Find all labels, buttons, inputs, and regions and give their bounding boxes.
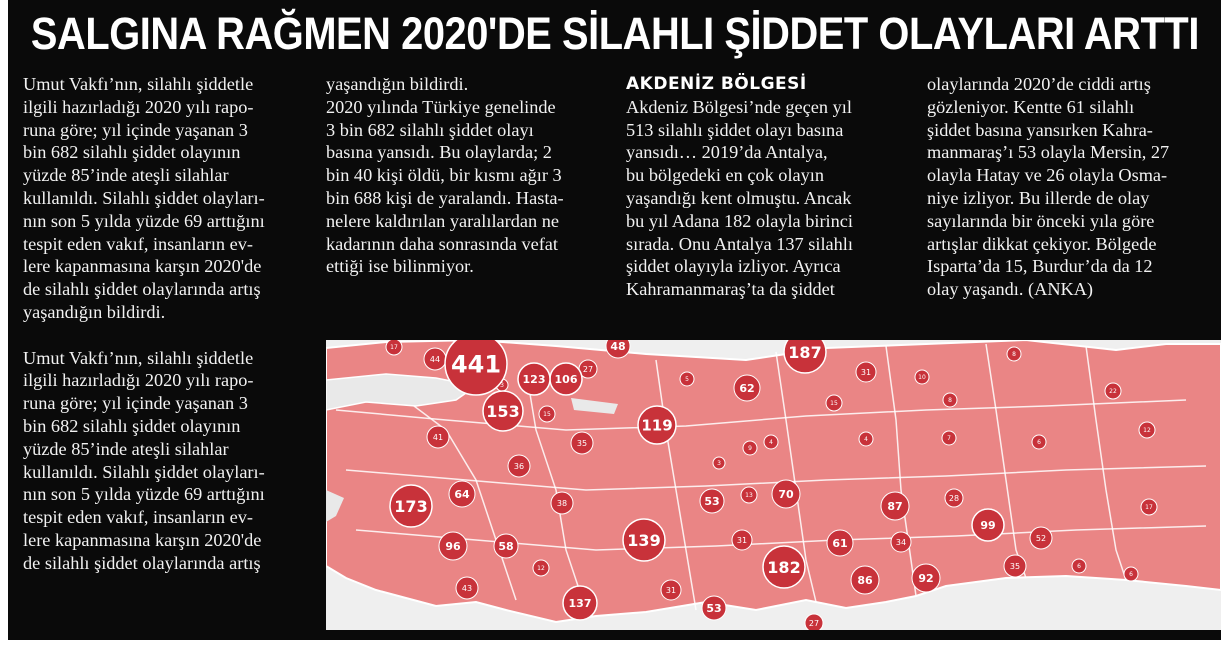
paragraph-line: Umut Vakfı’nın, silahlı şiddetle bbox=[23, 74, 254, 94]
paragraph-line: Kahramanmaraş’ta da şiddet bbox=[626, 279, 835, 300]
turkey-incident-map bbox=[326, 340, 1221, 630]
incident-count-label: 87 bbox=[887, 499, 903, 513]
incident-count-label: 92 bbox=[918, 571, 934, 585]
paragraph-line: yaşandığı kent olmuştu. Ancak bbox=[626, 187, 852, 208]
paragraph-line: nelere kaldırılan yaralılardan ne bbox=[326, 210, 559, 231]
paragraph-line: nın son 5 yılda yüzde 69 arttığını bbox=[23, 484, 265, 505]
incident-count-label: 61 bbox=[832, 536, 848, 550]
incident-count-label: 123 bbox=[522, 372, 546, 386]
incident-count-label: 41 bbox=[432, 432, 444, 442]
paragraph-line: niye izliyor. Bu illerde de olay bbox=[927, 187, 1150, 208]
paragraph-line: 3 bin 682 silahlı şiddet olayı bbox=[326, 119, 534, 140]
paragraph-gap bbox=[23, 324, 265, 347]
map-graphic bbox=[326, 340, 1221, 630]
incident-count-label: 119 bbox=[641, 416, 673, 435]
paragraph-line: kullanıldı. Silahlı şiddet olayları- bbox=[23, 187, 265, 208]
incident-count-label: 31 bbox=[736, 535, 748, 545]
paragraph-line: yaşandığın bildirdi. bbox=[326, 74, 469, 94]
headline: SALGINA RAĞMEN 2020'DE SİLAHLI ŞİDDET OLAYLARI ARTTI bbox=[30, 8, 1199, 59]
paragraph-line: tespit eden vakıf, insanların ev- bbox=[23, 507, 253, 528]
paragraph-line: şiddet olayıyla izliyor. Ayrıca bbox=[626, 256, 841, 277]
incident-count-label: 58 bbox=[498, 539, 514, 553]
incident-count-label: 99 bbox=[980, 518, 996, 532]
paragraph-line: olay yaşandı. (ANKA) bbox=[927, 279, 1094, 300]
incident-count-label: 27 bbox=[808, 618, 820, 628]
incident-count-label: 137 bbox=[568, 596, 592, 610]
paragraph-line: artışlar dikkat çekiyor. Bölgede bbox=[927, 233, 1157, 254]
text-column-3 bbox=[626, 73, 853, 301]
paragraph-line: bin 688 kişi de yaralandı. Hasta- bbox=[326, 187, 564, 208]
incident-count-label: 8 bbox=[948, 397, 952, 405]
paragraph-line: nın son 5 yılda yüzde 69 arttığını bbox=[23, 210, 265, 231]
paragraph-line: Umut Vakfı’nın, silahlı şiddetle bbox=[23, 347, 254, 368]
paragraph-line: Akdeniz Bölgesi’nde geçen yıl bbox=[626, 96, 852, 117]
incident-count-label: 15 bbox=[543, 411, 551, 419]
incident-count-label: 12 bbox=[537, 565, 545, 573]
incident-count-label: 96 bbox=[445, 539, 461, 553]
paragraph-line: şiddet basına yansırken Kahra- bbox=[927, 119, 1153, 140]
article-panel bbox=[8, 0, 1221, 640]
incident-count-label: 28 bbox=[948, 493, 960, 503]
paragraph-line: manmaraş’ı 53 olayla Mersin, 27 bbox=[927, 142, 1170, 163]
paragraph-line: olayla Hatay ve 26 olayla Osma- bbox=[927, 165, 1168, 186]
paragraph-line: lere kapanmasına karşın 2020'de bbox=[23, 529, 262, 550]
text-column-4 bbox=[927, 73, 1169, 301]
paragraph-line: ilgili hazırladığı 2020 yılı rapo- bbox=[23, 370, 254, 391]
paragraph-line: gözleniyor. Kentte 61 silahlı bbox=[927, 96, 1135, 117]
incident-count-label: 53 bbox=[706, 601, 722, 615]
incident-count-label: 187 bbox=[788, 342, 822, 362]
paragraph-line: yaşandığın bildirdi. bbox=[23, 301, 166, 322]
section-heading: AKDENİZ BÖLGESİ bbox=[626, 74, 807, 94]
paragraph-line: 2020 yılında Türkiye genelinde bbox=[326, 96, 556, 117]
paragraph-line: basına yansıdı. Bu olaylarda; 2 bbox=[326, 142, 552, 163]
incident-count-label: 106 bbox=[554, 372, 578, 386]
paragraph-line: yansıdı… 2019’da Antalya, bbox=[626, 142, 828, 163]
paragraph-line: bin 682 silahlı şiddet olayının bbox=[23, 415, 241, 436]
paragraph-line: yüzde 85’inde ateşli silahlar bbox=[23, 165, 229, 186]
paragraph-line: 513 silahlı şiddet olayı basına bbox=[626, 119, 844, 140]
incident-count-label: 6 bbox=[1037, 439, 1041, 447]
incident-count-label: 3 bbox=[500, 382, 504, 390]
paragraph-line: ilgili hazırladığı 2020 yılı rapo- bbox=[23, 96, 254, 117]
incident-count-label: 12 bbox=[1143, 427, 1151, 435]
paragraph-line: Isparta’da 15, Burdur’da da 12 bbox=[927, 256, 1153, 277]
incident-count-label: 70 bbox=[778, 487, 794, 501]
incident-count-label: 52 bbox=[1035, 533, 1047, 543]
paragraph-line: bin 682 silahlı şiddet olayının bbox=[23, 142, 241, 163]
incident-count-label: 34 bbox=[895, 537, 907, 547]
incident-count-label: 6 bbox=[1077, 563, 1081, 571]
paragraph-line: bu yıl Adana 182 olayla birinci bbox=[626, 210, 853, 231]
paragraph-line: lere kapanmasına karşın 2020'de bbox=[23, 256, 262, 277]
paragraph-line: olaylarında 2020’de ciddi artış bbox=[927, 74, 1151, 94]
incident-count-label: 64 bbox=[454, 487, 470, 501]
incident-count-label: 38 bbox=[556, 498, 568, 508]
incident-count-label: 62 bbox=[739, 381, 755, 395]
incident-count-label: 9 bbox=[748, 445, 752, 453]
text-column-2 bbox=[326, 73, 564, 278]
incident-count-label: 10 bbox=[918, 374, 926, 382]
paragraph-line: tespit eden vakıf, insanların ev- bbox=[23, 233, 253, 254]
incident-count-label: 31 bbox=[860, 367, 872, 377]
paragraph-line: runa göre; yıl içinde yaşanan 3 bbox=[23, 119, 248, 140]
paragraph-line: runa göre; yıl içinde yaşanan 3 bbox=[23, 393, 248, 414]
incident-count-label: 48 bbox=[610, 340, 626, 353]
incident-count-label: 441 bbox=[450, 350, 502, 379]
paragraph-line: de silahlı şiddet olaylarında artış bbox=[23, 279, 261, 300]
paragraph-line: bin 40 kişi öldü, bir kısmı ağır 3 bbox=[326, 165, 562, 186]
paragraph-line: sayılarında bir önceki yıla göre bbox=[927, 210, 1155, 231]
incident-count-label: 35 bbox=[576, 438, 588, 448]
incident-count-label: 44 bbox=[429, 354, 441, 364]
incident-count-label: 43 bbox=[461, 583, 473, 593]
incident-count-label: 153 bbox=[486, 401, 520, 421]
incident-count-label: 3 bbox=[717, 460, 721, 468]
incident-count-label: 53 bbox=[704, 494, 720, 508]
incident-count-label: 6 bbox=[1129, 571, 1133, 579]
incident-count-label: 27 bbox=[582, 364, 594, 374]
paragraph-line: sırada. Onu Antalya 137 silahlı bbox=[626, 233, 853, 254]
incident-count-label: 7 bbox=[947, 435, 951, 443]
paragraph-line: yüzde 85’inde ateşli silahlar bbox=[23, 438, 229, 459]
paragraph-line: kadarının daha sonrasında vefat bbox=[326, 233, 558, 254]
paragraph-line: kullanıldı. Silahlı şiddet olayları- bbox=[23, 461, 265, 482]
incident-count-label: 17 bbox=[1145, 504, 1153, 512]
incident-count-label: 182 bbox=[767, 557, 801, 577]
paragraph-line: ettiği ise bilinmiyor. bbox=[326, 256, 474, 277]
incident-count-label: 86 bbox=[857, 573, 873, 587]
incident-count-label: 5 bbox=[685, 376, 689, 384]
incident-count-label: 15 bbox=[830, 400, 838, 408]
incident-count-label: 13 bbox=[745, 492, 753, 500]
incident-count-label: 22 bbox=[1109, 388, 1117, 396]
incident-count-label: 173 bbox=[394, 496, 428, 516]
incident-count-label: 8 bbox=[1012, 351, 1016, 359]
incident-count-label: 31 bbox=[665, 585, 677, 595]
incident-count-label: 4 bbox=[769, 439, 773, 447]
text-column-1 bbox=[23, 73, 265, 575]
incident-count-label: 139 bbox=[627, 530, 661, 550]
incident-count-label: 35 bbox=[1009, 561, 1021, 571]
incident-count-label: 4 bbox=[864, 436, 868, 444]
paragraph-line: bu bölgedeki en çok olayın bbox=[626, 165, 824, 186]
incident-count-label: 36 bbox=[513, 461, 525, 471]
paragraph-line: de silahlı şiddet olaylarında artış bbox=[23, 552, 261, 573]
incident-count-label: 17 bbox=[390, 344, 398, 352]
